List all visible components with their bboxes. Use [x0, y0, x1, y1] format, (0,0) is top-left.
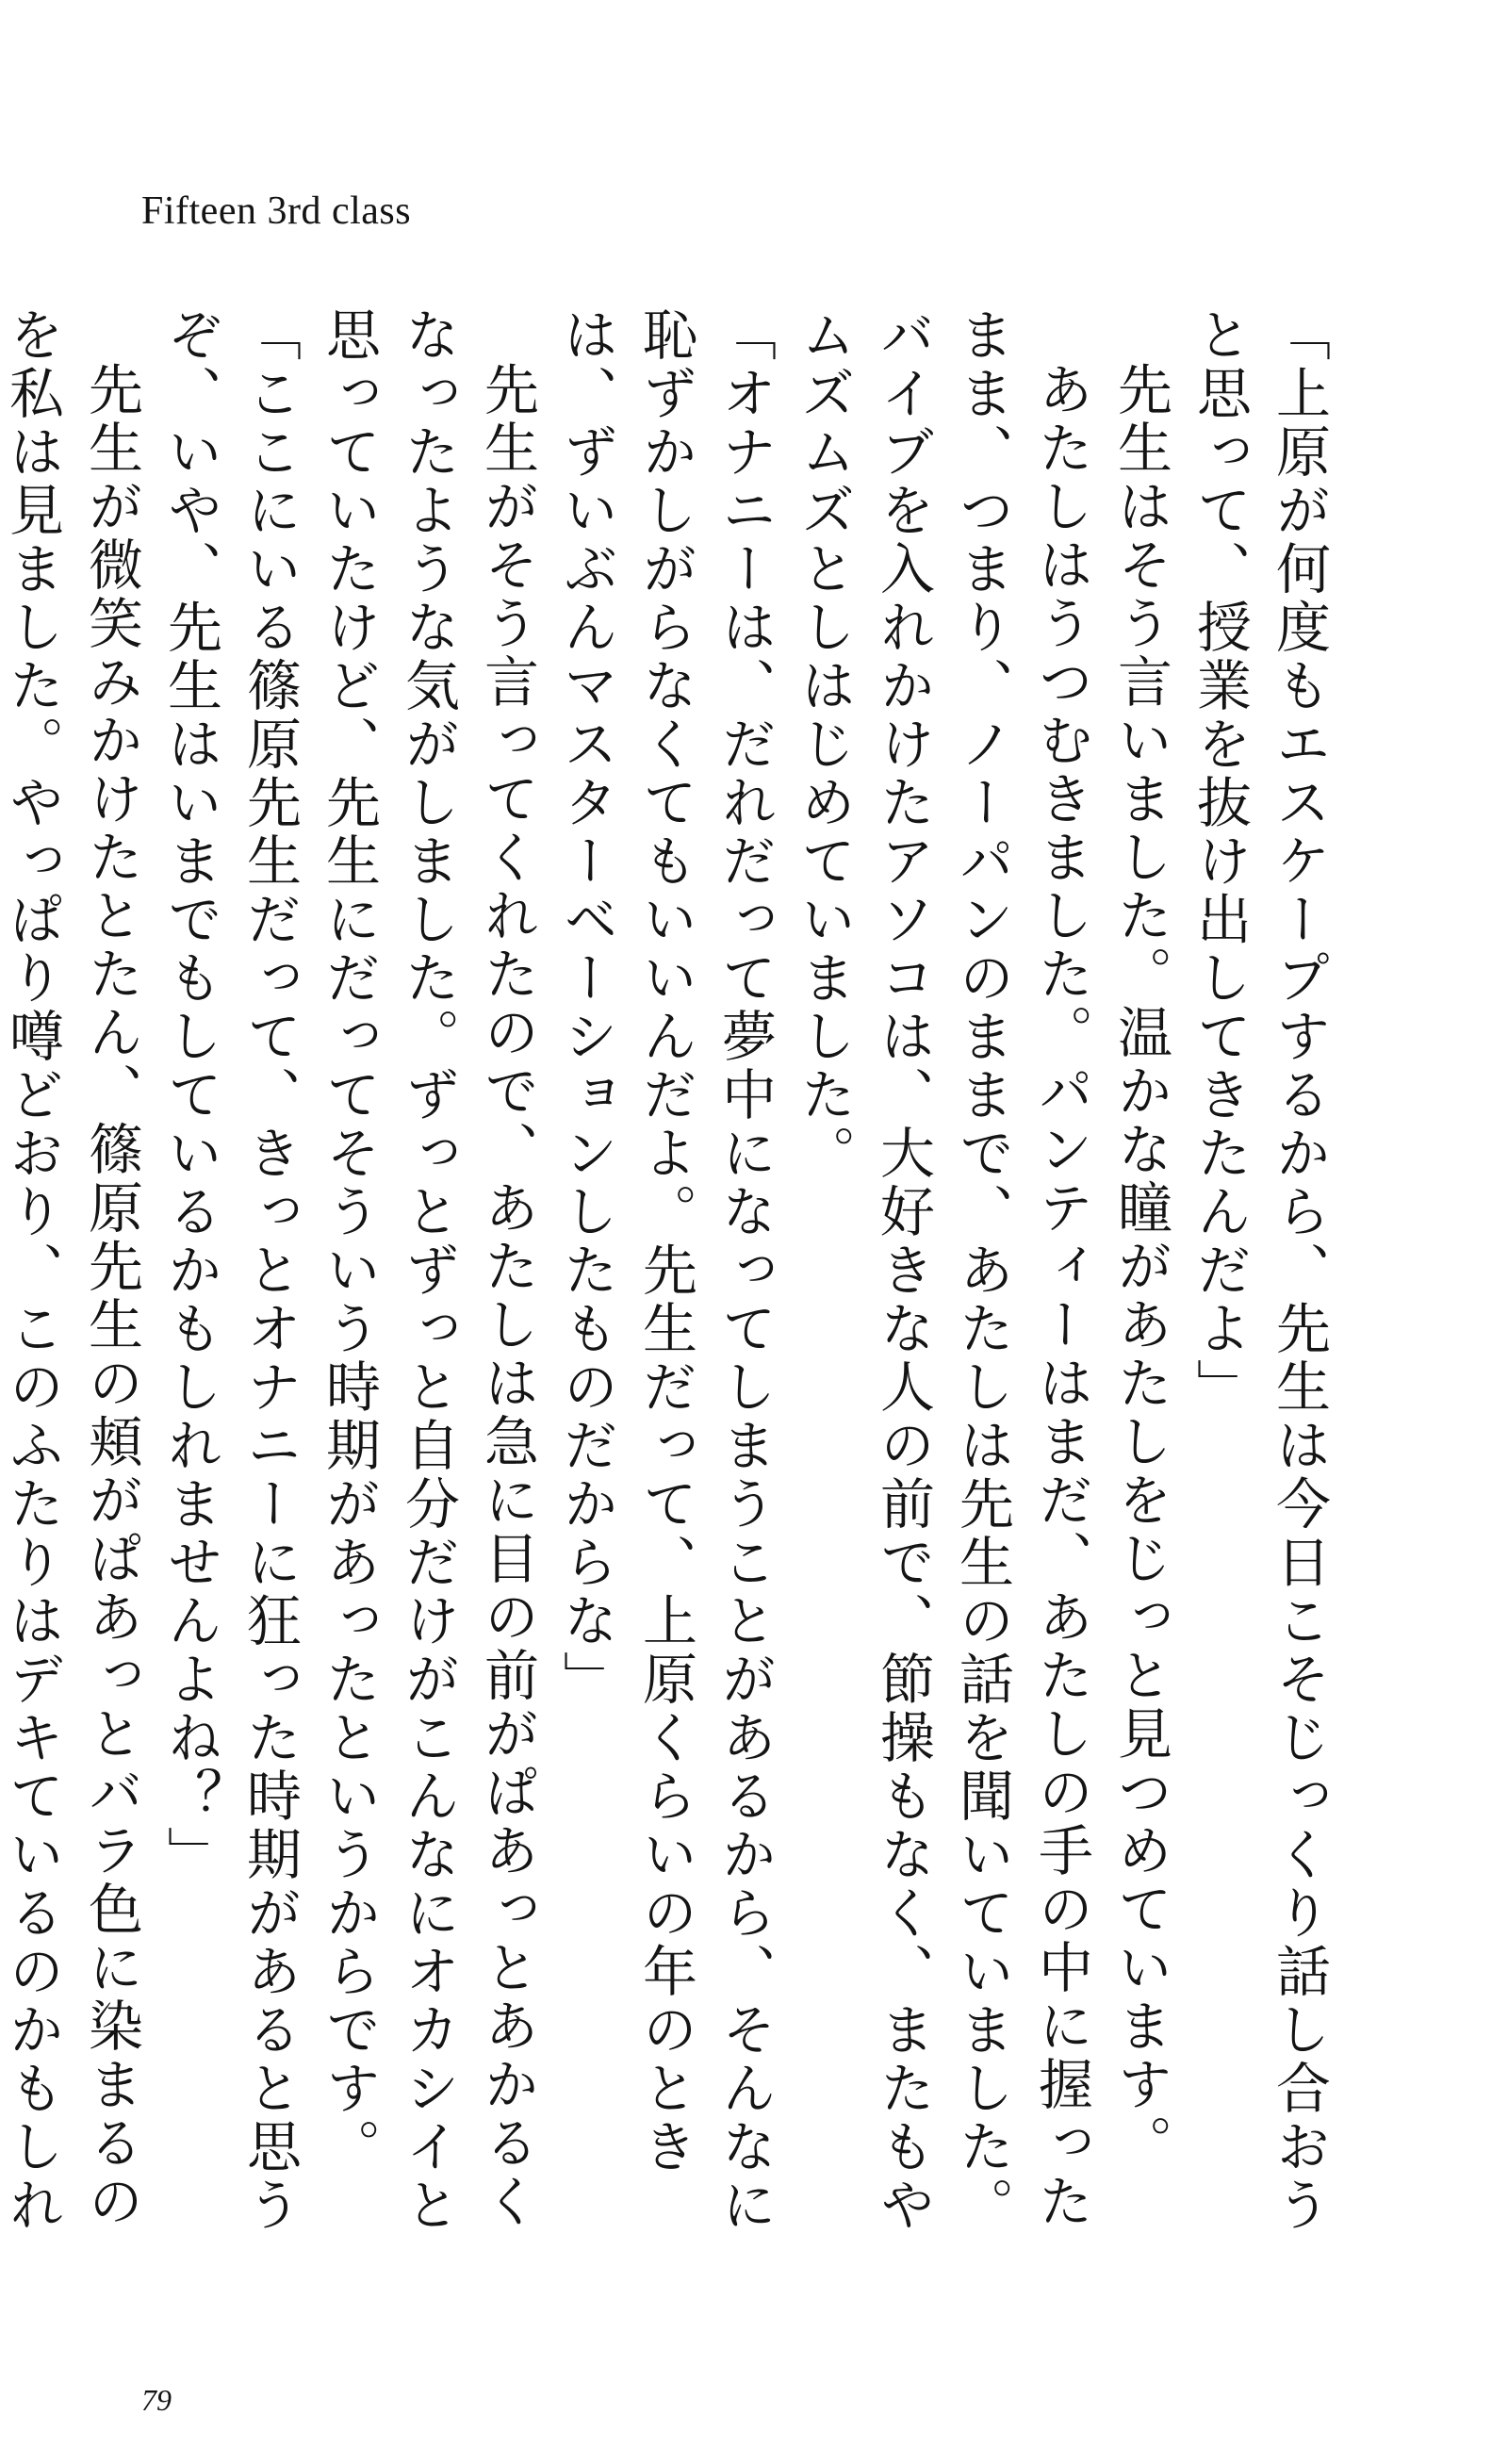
page-number: 79	[141, 2383, 172, 2417]
paragraph-narration-4: 先生が微笑みかけたとたん、篠原先生の頬がぱあっとバラ色に染まるのを私は見ました。やっぱり噂どおり、このふたりはデキているのかもしれ	[0, 306, 143, 2235]
running-head: Fifteen 3rd class	[141, 189, 412, 233]
paragraph-dialogue-2: 「オナニーは、だれだって夢中になってしまうことがあるから、そんなに恥ずかしがらなくてもいいんだよ。先生だって、上原くらいの年のときは、ずいぶんマスターベーションしたものだからな」	[554, 306, 777, 2235]
paragraph-narration-1: 先生はそう言いました。温かな瞳があたしをじっと見つめています。	[1108, 361, 1172, 2173]
body-text	[0, 306, 1338, 2267]
paragraph-dialogue-3: 「ここにいる篠原先生だって、きっとオナニーに狂った時期があると思うぞ、いや、先生はいまでもしているかもしれませんよね？」	[158, 306, 302, 2235]
paragraph-dialogue-1: 「上原が何度もエスケープするから、先生は今日こそじっくり話し合おうと思って、授業を抜け出してきたんだよ」	[1188, 306, 1331, 2235]
paragraph-narration-2: あたしはうつむきました。パンティーはまだ、あたしの手の中に握ったまま、つまり、ノーパンのままで、あたしは先生の話を聞いていました。バイブを入れかけたアソコは、大好きな人の前で、節操もなく、またもやムズムズとしはじめていました。	[792, 306, 1093, 2235]
paragraph-narration-3: 先生がそう言ってくれたので、あたしは急に目の前がぱあっとあかるくなったような気がしました。ずっとずっと自分だけがこんなにオカシイと思っていたけど、先生にだってそういう時期があったというからです。	[317, 306, 539, 2235]
